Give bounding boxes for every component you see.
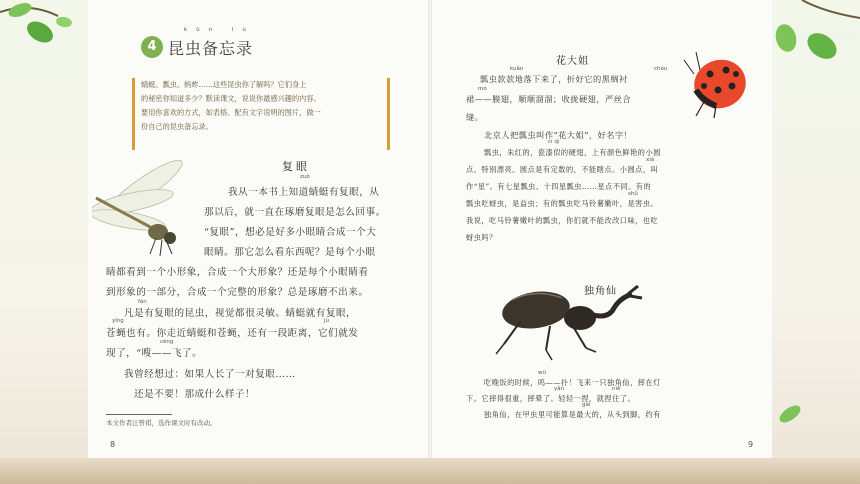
leaf-icon xyxy=(772,0,860,80)
pinyin-zuo: zuò xyxy=(300,174,310,180)
lesson-number-badge: 4 xyxy=(141,36,163,58)
ladybug-illustration xyxy=(682,44,752,120)
footnote: 本文作者汪曾祺，选作课文时有改动。 xyxy=(106,419,217,427)
beetle-line: 吃晚饭的时候，呜——扑！飞来一只独角仙，摔在灯 xyxy=(484,378,661,387)
ladybug-line: 蚜虫吗？ xyxy=(466,233,497,242)
title-pinyin: kūn lù xyxy=(184,27,255,33)
prompt-line: 蜻蜓、瓢虫、蚂蚱……这些昆虫你了解吗？它们身上 xyxy=(141,80,307,89)
ladybug-line: 瓢虫款款地落下来了，折好它的黑绸衬 xyxy=(480,74,628,84)
body-line: 现了，“嗖——飞了。 xyxy=(106,348,203,359)
ladybug-line: 瓢虫，朱红的，瓷漆似的硬翅，上有颜色鲜艳的小圆 xyxy=(484,148,661,157)
pinyin-yan: yǎn xyxy=(554,386,565,392)
pinyin-kuan: kuǎn xyxy=(510,66,524,72)
pinyin-ci: cí xyxy=(548,139,553,145)
pinyin-qi: qì xyxy=(554,139,560,145)
section-title-rhino-beetle: 独角仙 xyxy=(584,286,617,297)
body-line: 我从一本书上知道蜻蜓有复眼，从 xyxy=(228,187,380,198)
footnote-divider xyxy=(106,414,172,415)
body-line: 那以后，就一直在琢磨复眼是怎么回事。 xyxy=(204,207,386,218)
pinyin-xia: xiá xyxy=(646,157,655,163)
page-number-right: 9 xyxy=(748,440,754,449)
pinyin-nie: niē xyxy=(612,386,621,392)
page-number-left: 8 xyxy=(110,440,116,449)
pinyin-shu: shǔ xyxy=(628,191,638,197)
pinyin-gai: gài xyxy=(582,402,591,408)
body-line: 睛都看到一个小形象，合成一个大形象？还是每个小眼睛看 xyxy=(106,267,369,278)
pinyin-chou: chóu xyxy=(654,66,668,72)
body-line: 到形象的一部分，合成一个完整的形象？总是琢磨不出来。 xyxy=(106,287,369,298)
pinyin-ying: yīng xyxy=(112,318,124,324)
leaf-icon xyxy=(0,0,88,60)
pinyin-ceng: céng xyxy=(160,339,174,345)
pinyin-ju: jù xyxy=(324,318,330,324)
lesson-title: 昆虫备忘录 xyxy=(168,39,254,58)
pinyin-mo: mó xyxy=(478,86,487,92)
body-line: “复眼”，想必是好多小眼睛合成一个大 xyxy=(204,227,377,238)
pinyin-wu: wū xyxy=(538,370,546,376)
pinyin-fan: fán xyxy=(138,299,147,305)
prompt-line: 要用你喜欢的方式，如表格、配有文字说明的图片，做一 xyxy=(141,108,321,117)
prompt-line: 的秘密你知道多少？默读课文，说说你最感兴趣的内容。 xyxy=(141,94,321,103)
body-line: 凡是有复眼的昆虫，视觉都很灵敏。蜻蜓就有复眼， xyxy=(124,308,357,319)
ladybug-line: 点。特别漂亮。圆点是有定数的，不能瞎点。小圆点，叫 xyxy=(466,165,659,174)
ladybug-line: 作“星”。有七星瓢虫、十四星瓢虫……星点不同。有的 xyxy=(466,182,652,191)
reading-prompt-box xyxy=(132,78,390,150)
book-spine xyxy=(428,0,432,458)
section-title-compound-eye: 复眼 xyxy=(282,160,310,173)
body-line: 我曾经想过：如果人长了一对复眼…… xyxy=(124,369,296,380)
leaf-icon xyxy=(776,402,806,426)
body-line: 还是不要！那成什么样子！ xyxy=(134,389,256,400)
ladybug-line: 北京人把瓢虫叫作“花大姐”，好名字！ xyxy=(484,130,633,140)
dragonfly-illustration xyxy=(92,150,192,260)
slide-border-bottom xyxy=(0,458,860,484)
ladybug-line: 缝。 xyxy=(466,112,484,122)
beetle-line: 下。它摔得很重，摔晕了。轻轻一捏，就捏住了。 xyxy=(466,394,636,403)
body-line: 眼睛。那它怎么看东西呢？是每个小眼 xyxy=(204,247,376,258)
body-line: 苍蝇也有。你走近蜻蜓和苍蝇，还有一段距离，它们就发 xyxy=(106,328,359,339)
slide-border-left xyxy=(0,0,88,484)
ladybug-line: 裙——膜翅，顺顺溜溜；收拢硬翅，严丝合 xyxy=(466,94,632,104)
section-title-ladybug: 花大姐 xyxy=(556,56,589,67)
ladybug-line: 我说，吃马铃薯嫩叶的瓢虫，你们就不能改改口味，也吃 xyxy=(466,216,659,225)
beetle-line: 独角仙，在甲虫里可能算是最大的，从头到脚，约有 xyxy=(484,410,661,419)
ladybug-line: 瓢虫吃蚜虫，是益虫；有的瓢虫吃马铃薯嫩叶，是害虫。 xyxy=(466,199,659,208)
prompt-line: 份自己的昆虫备忘录。 xyxy=(141,122,213,131)
rhinoceros-beetle-illustration xyxy=(490,282,650,362)
